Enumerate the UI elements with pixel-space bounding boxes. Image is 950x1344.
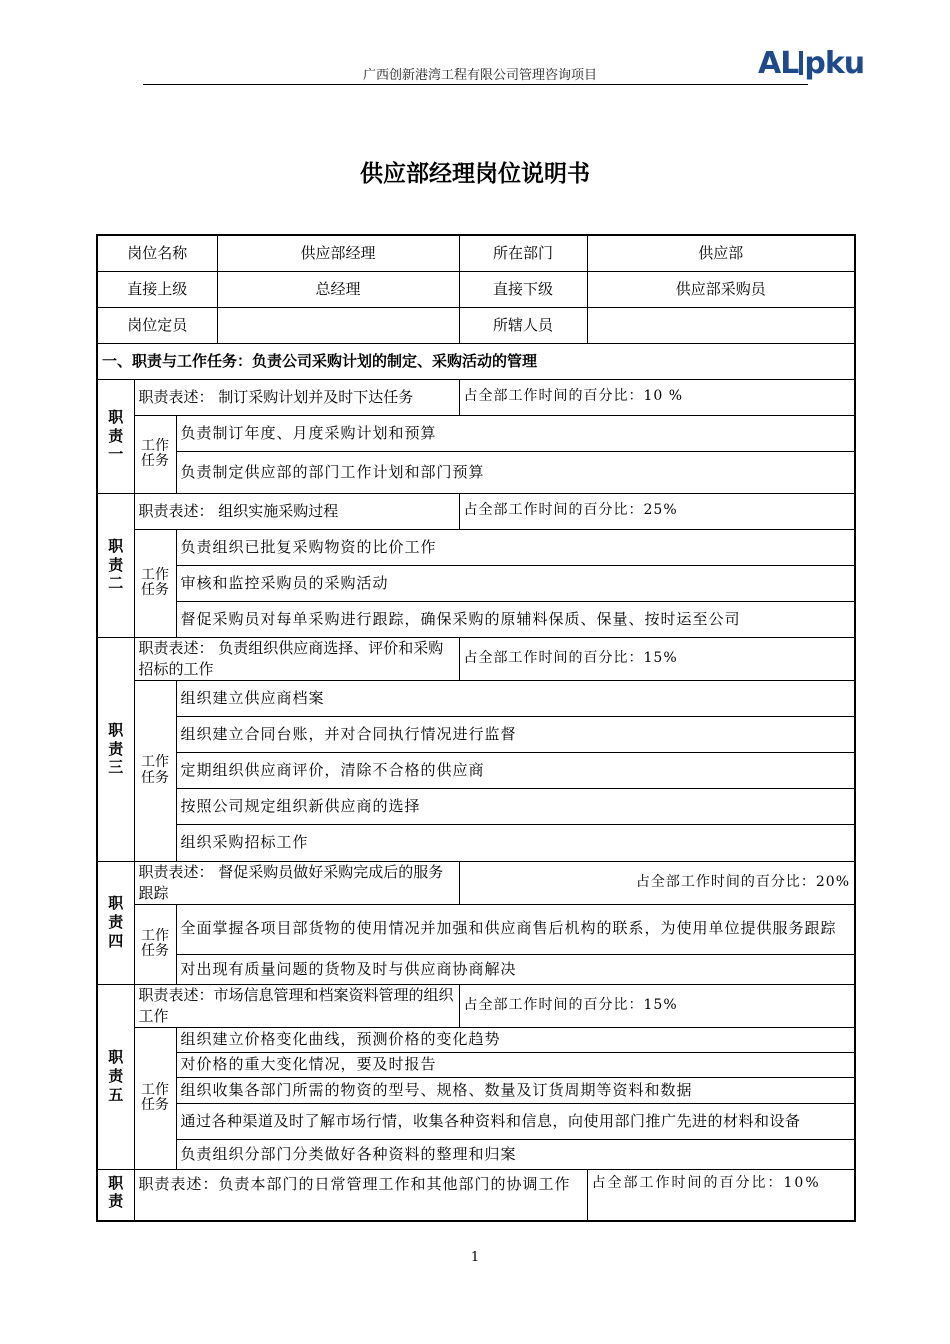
duty-5-task: 对价格的重大变化情况，要及时报告 — [176, 1052, 855, 1077]
duty-1-desc: 职责表述： 制订采购计划并及时下达任务 — [134, 379, 459, 415]
duty-6-pct: 占全部工作时间的百分比：10% — [587, 1169, 855, 1221]
staff-value — [587, 307, 855, 343]
duty-4-pct: 占全部工作时间的百分比：20% — [459, 861, 855, 904]
duty-1-task: 负责制订年度、月度采购计划和预算 — [176, 415, 855, 451]
subordinate-label: 直接下级 — [459, 271, 587, 307]
post-name-label: 岗位名称 — [97, 235, 217, 271]
job-description-table — [96, 234, 854, 1222]
duty-2-task: 审核和监控采购员的采购活动 — [176, 565, 855, 601]
duty-3-label: 职责三 — [97, 637, 134, 861]
duty-2-task: 负责组织已批复采购物资的比价工作 — [176, 529, 855, 565]
duty-4-task: 对出现有质量问题的货物及时与供应商协商解决 — [176, 954, 855, 984]
duty-4-label: 职责四 — [97, 861, 134, 984]
duty-3-task: 组织建立供应商档案 — [176, 680, 855, 716]
duty-3-desc: 职责表述： 负责组织供应商选择、评价和采购招标的工作 — [134, 637, 459, 680]
duty-3-pct: 占全部工作时间的百分比：15% — [459, 637, 855, 680]
company-logo — [758, 46, 864, 81]
duty-5-desc: 职责表述：市场信息管理和档案资料管理的组织工作 — [134, 984, 459, 1027]
duty-4-task-label: 工作任务 — [134, 904, 176, 984]
duty-5-task-label: 工作任务 — [134, 1027, 176, 1169]
duty-1-task: 负责制定供应部的部门工作计划和部门预算 — [176, 451, 855, 493]
superior-label: 直接上级 — [97, 271, 217, 307]
duty-3-task: 组织建立合同台账，并对合同执行情况进行监督 — [176, 716, 855, 752]
header-rule — [143, 84, 808, 85]
duty-2-pct: 占全部工作时间的百分比：25% — [459, 493, 855, 529]
section-heading: 一、职责与工作任务：负责公司采购计划的制定、采购活动的管理 — [97, 343, 855, 379]
duty-3-task-label: 工作任务 — [134, 680, 176, 861]
duty-2-task-label: 工作任务 — [134, 529, 176, 637]
duty-3-task: 组织采购招标工作 — [176, 824, 855, 861]
duty-5-task: 负责组织分部门分类做好各种资料的整理和归案 — [176, 1139, 855, 1169]
duty-2-task: 督促采购员对每单采购进行跟踪，确保采购的原辅料保质、保量、按时运至公司 — [176, 601, 855, 637]
duty-5-task: 组织收集各部门所需的物资的型号、规格、数量及订货周期等资料和数据 — [176, 1077, 855, 1103]
duty-1-label: 职责一 — [97, 379, 134, 493]
header-project-text: 广西创新港湾工程有限公司管理咨询项目 — [362, 68, 597, 83]
duty-5-pct: 占全部工作时间的百分比：15% — [459, 984, 855, 1027]
duty-2-desc: 职责表述： 组织实施采购过程 — [134, 493, 459, 529]
post-name-value: 供应部经理 — [217, 235, 459, 271]
logo-left: AL — [758, 46, 799, 81]
dept-value: 供应部 — [587, 235, 855, 271]
duty-6-label: 职责 — [97, 1169, 134, 1221]
duty-6-desc: 职责表述：负责本部门的日常管理工作和其他部门的协调工作 — [134, 1169, 587, 1221]
logo-right: pku — [804, 46, 865, 81]
duty-2-label: 职责二 — [97, 493, 134, 637]
duty-1-pct: 占全部工作时间的百分比：10 % — [459, 379, 855, 415]
dept-label: 所在部门 — [459, 235, 587, 271]
page-number: 1 — [470, 1250, 480, 1265]
duty-1-task-label: 工作任务 — [134, 415, 176, 493]
duty-5-task: 组织建立价格变化曲线，预测价格的变化趋势 — [176, 1027, 855, 1052]
subordinate-value: 供应部采购员 — [587, 271, 855, 307]
quota-label: 岗位定员 — [97, 307, 217, 343]
duty-3-task: 定期组织供应商评价，清除不合格的供应商 — [176, 752, 855, 788]
logo-bar-icon — [799, 51, 803, 75]
duty-5-label: 职责五 — [97, 984, 134, 1169]
duty-3-task: 按照公司规定组织新供应商的选择 — [176, 788, 855, 824]
duty-4-desc: 职责表述： 督促采购员做好采购完成后的服务跟踪 — [134, 861, 459, 904]
duty-4-task: 全面掌握各项目部货物的使用情况并加强和供应商售后机构的联系，为使用单位提供服务跟踪 — [176, 904, 855, 954]
duty-5-task: 通过各种渠道及时了解市场行情，收集各种资料和信息，向使用部门推广先进的材料和设备 — [176, 1103, 855, 1139]
staff-label: 所辖人员 — [459, 307, 587, 343]
quota-value — [217, 307, 459, 343]
page-title: 供应部经理岗位说明书 — [360, 161, 590, 187]
superior-value: 总经理 — [217, 271, 459, 307]
